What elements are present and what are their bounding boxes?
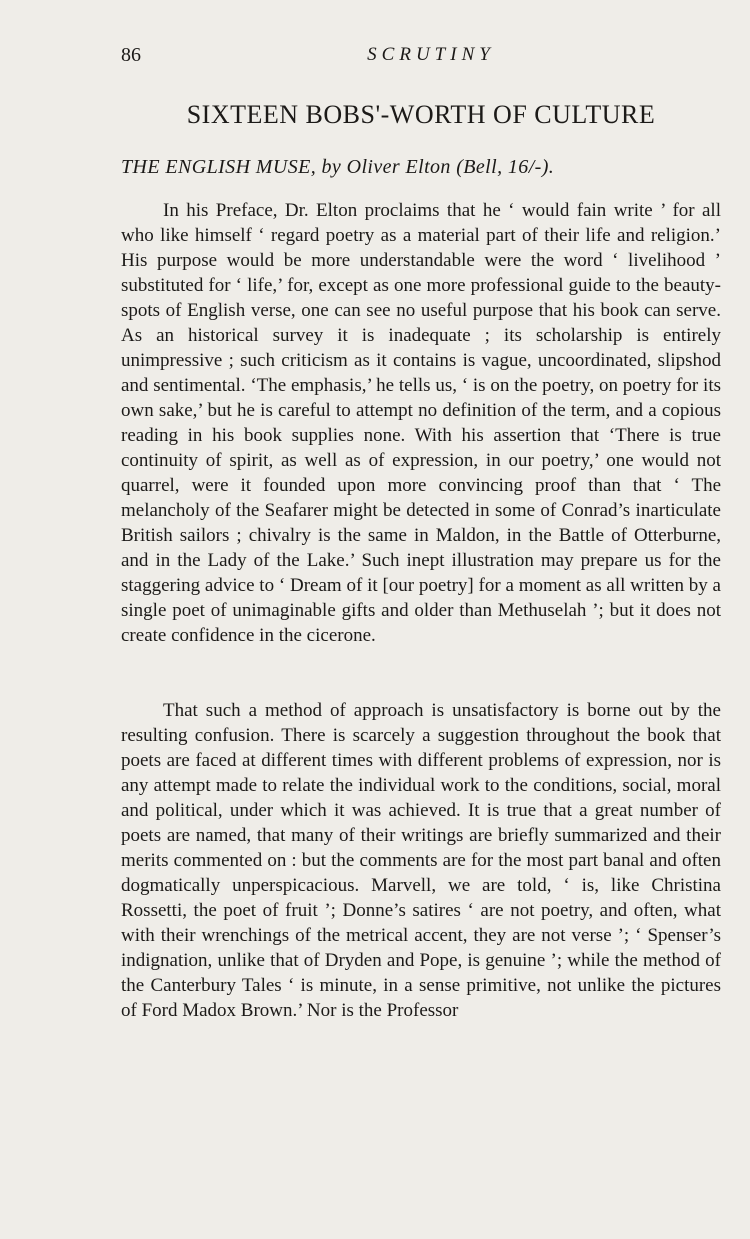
article-subtitle: THE ENGLISH MUSE, by Oliver Elton (Bell, 16/-). bbox=[121, 156, 555, 178]
paragraph: In his Preface, Dr. Elton proclaims that he ‘ would fain write ’ for all who like himself ‘ regard poetry as a material part of their life and religion.’ His purpose would be more understandable were the word ‘ livelihood ’ substituted for ‘ life,’ for, except as one more professional guide to the beauty-spots of English verse, one can see no useful purpose that his book can serve. As an historical survey it is inadequate ; its scholarship is entirely unimpressive ; such criticism as it contains is vague, uncoordinated, slipshod and sentimental. ‘The emphasis,’ he tells us, ‘ is on the poetry, on poetry for its own sake,’ but he is careful to attempt no definition of the term, and a copious reading in his book supplies none. With his assertion that ‘There is true continuity of spirit, as well as of expression, in our poetry,’ one would not quarrel, were it founded upon more convincing proof than that ‘ The melancholy of the Seafarer might be detected in some of Conrad’s inarticulate British sailors ; chivalry is the same in Maldon, in the Battle of Otterburne, and in the Lady of the Lake.’ Such inept illustration may prepare us for the staggering advice to ‘ Dream of it [our poetry] for a moment as all written by a single poet of unimaginable gifts and older than Methuselah ’; but it does not create confidence in the cicerone. bbox=[121, 200, 721, 646]
page-number: 86 bbox=[121, 44, 141, 66]
paragraph: That such a method of approach is unsatisfactory is borne out by the resulting confusion. There is scarcely a suggestion throughout the book that poets are faced at different times with different problems of expression, nor is any attempt made to relate the individual work to the conditions, social, moral and political, under which it was achieved. It is true that a great number of poets are named, that many of their writings are briefly summarized and their merits commented on : but the comments are for the most part banal and often dogmatically unperspicacious. Marvell, we are told, ‘ is, like Christina Rossetti, the poet of fruit ’; Donne’s satires ‘ are not poetry, and often, what with their wrenchings of the metrical accent, they are not verse ’; ‘ Spenser’s indignation, unlike that of Dryden and Pope, is genuine ’; while the method of the Canterbury Tales ‘ is minute, in a sense primitive, not unlike the pictures of Ford Madox Brown.’ Nor is the Professor bbox=[121, 700, 721, 1021]
article-title: SIXTEEN BOBS'-WORTH OF CULTURE bbox=[186, 100, 656, 129]
running-head: SCRUTINY bbox=[367, 44, 495, 65]
page-header bbox=[121, 44, 721, 74]
article-body bbox=[121, 198, 721, 1023]
